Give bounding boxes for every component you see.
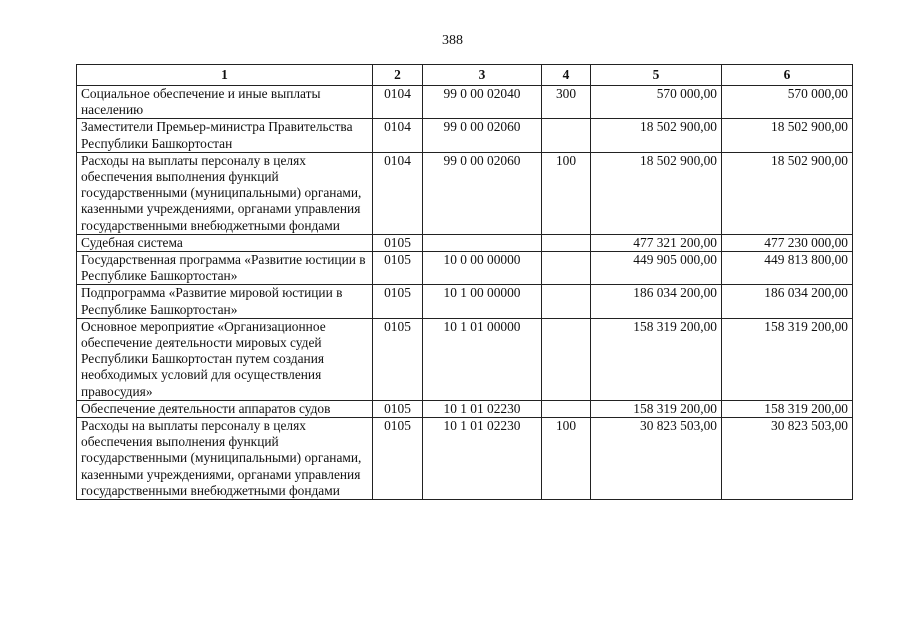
table-row — [77, 152, 853, 234]
row-target-code: 99 0 00 02060 — [423, 152, 542, 234]
row-section-code: 0105 — [373, 234, 423, 251]
row-name: Государственная программа «Развитие юстиции в Республике Башкортостан» — [77, 252, 373, 285]
row-name: Подпрограмма «Развитие мировой юстиции в Республике Башкортостан» — [77, 285, 373, 318]
table-row — [77, 285, 853, 318]
row-amount-1: 158 319 200,00 — [591, 400, 722, 417]
row-name: Судебная система — [77, 234, 373, 251]
row-target-code: 99 0 00 02060 — [423, 119, 542, 152]
row-target-code: 99 0 00 02040 — [423, 86, 542, 119]
row-expense-type — [542, 234, 591, 251]
row-amount-2: 158 319 200,00 — [722, 400, 853, 417]
row-expense-type — [542, 400, 591, 417]
row-target-code: 10 1 01 02230 — [423, 418, 542, 500]
table-row — [77, 400, 853, 417]
row-amount-1: 158 319 200,00 — [591, 318, 722, 400]
row-amount-1: 186 034 200,00 — [591, 285, 722, 318]
row-amount-1: 30 823 503,00 — [591, 418, 722, 500]
table-row — [77, 418, 853, 500]
row-expense-type: 100 — [542, 152, 591, 234]
row-expense-type: 100 — [542, 418, 591, 500]
column-header-2: 2 — [373, 65, 423, 86]
row-expense-type — [542, 252, 591, 285]
row-name: Расходы на выплаты персоналу в целях обеспечения выполнения функций государственными (муниципальными) органами, казенными учреждениями, органами управления государственными внебюджетными фондами — [77, 418, 373, 500]
table-row — [77, 119, 853, 152]
table-row — [77, 318, 853, 400]
row-amount-1: 18 502 900,00 — [591, 119, 722, 152]
row-name: Заместители Премьер-министра Правительства Республики Башкортостан — [77, 119, 373, 152]
row-section-code: 0105 — [373, 418, 423, 500]
row-expense-type — [542, 285, 591, 318]
row-expense-type — [542, 318, 591, 400]
row-section-code: 0105 — [373, 252, 423, 285]
row-amount-2: 158 319 200,00 — [722, 318, 853, 400]
row-name: Расходы на выплаты персоналу в целях обеспечения выполнения функций государственными (муниципальными) органами, казенными учреждениями, органами управления государственными внебюджетными фондами — [77, 152, 373, 234]
row-section-code: 0105 — [373, 318, 423, 400]
row-amount-1: 570 000,00 — [591, 86, 722, 119]
row-amount-2: 570 000,00 — [722, 86, 853, 119]
column-header-4: 4 — [542, 65, 591, 86]
row-amount-1: 449 905 000,00 — [591, 252, 722, 285]
row-name: Социальное обеспечение и иные выплаты населению — [77, 86, 373, 119]
row-amount-1: 477 321 200,00 — [591, 234, 722, 251]
table-row — [77, 86, 853, 119]
row-section-code: 0105 — [373, 285, 423, 318]
row-target-code: 10 0 00 00000 — [423, 252, 542, 285]
row-target-code: 10 1 00 00000 — [423, 285, 542, 318]
row-expense-type — [542, 119, 591, 152]
table-row — [77, 234, 853, 251]
row-amount-2: 18 502 900,00 — [722, 152, 853, 234]
row-amount-2: 477 230 000,00 — [722, 234, 853, 251]
row-target-code: 10 1 01 02230 — [423, 400, 542, 417]
row-section-code: 0104 — [373, 86, 423, 119]
row-target-code: 10 1 01 00000 — [423, 318, 542, 400]
row-name: Основное мероприятие «Организационное обеспечение деятельности мировых судей Республики Башкортостан путем создания необходимых условий для осуществления правосудия» — [77, 318, 373, 400]
column-header-6: 6 — [722, 65, 853, 86]
row-amount-2: 30 823 503,00 — [722, 418, 853, 500]
row-target-code — [423, 234, 542, 251]
page-number: 388 — [442, 33, 463, 48]
row-expense-type: 300 — [542, 86, 591, 119]
budget-table — [76, 64, 853, 500]
table-row — [77, 252, 853, 285]
row-name: Обеспечение деятельности аппаратов судов — [77, 400, 373, 417]
row-amount-1: 18 502 900,00 — [591, 152, 722, 234]
row-section-code: 0105 — [373, 400, 423, 417]
row-amount-2: 18 502 900,00 — [722, 119, 853, 152]
row-section-code: 0104 — [373, 152, 423, 234]
column-header-5: 5 — [591, 65, 722, 86]
row-section-code: 0104 — [373, 119, 423, 152]
row-amount-2: 186 034 200,00 — [722, 285, 853, 318]
column-header-3: 3 — [423, 65, 542, 86]
row-amount-2: 449 813 800,00 — [722, 252, 853, 285]
column-header-1: 1 — [77, 65, 373, 86]
table-header-row — [77, 65, 853, 86]
